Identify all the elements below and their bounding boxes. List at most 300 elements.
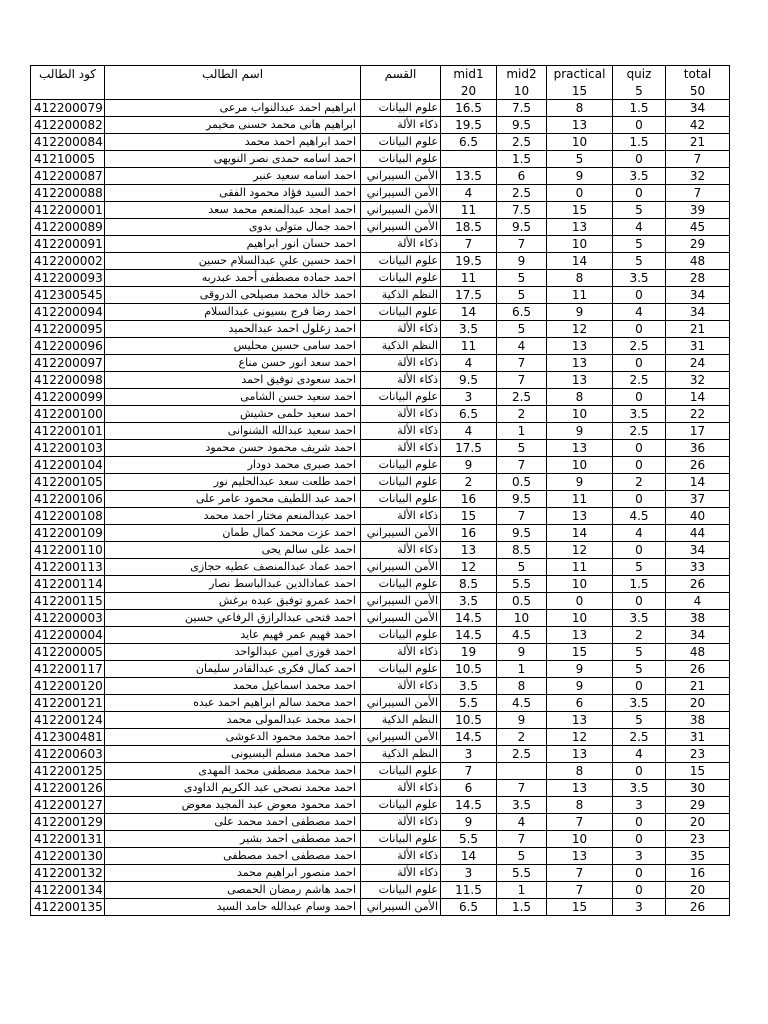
total-cell: 45 [666, 219, 730, 236]
table-row [31, 236, 730, 253]
total-cell: 34 [666, 100, 730, 117]
mid2-cell: 1 [497, 661, 547, 678]
mid1-cell: 11 [441, 202, 497, 219]
total-cell: 34 [666, 627, 730, 644]
quiz-cell: 0 [613, 831, 666, 848]
practical-cell: 13 [547, 746, 613, 763]
quiz-cell: 4 [613, 219, 666, 236]
practical-cell: 11 [547, 559, 613, 576]
mid2-cell: 0.5 [497, 593, 547, 610]
student-name-cell: احمد سعودى توفيق احمد [105, 372, 361, 389]
total-cell: 28 [666, 270, 730, 287]
student-name-cell: احمد زغلول احمد عبدالحميد [105, 321, 361, 338]
student-name-cell: احمد فتحى عبدالرازق الرفاعي حسين [105, 610, 361, 627]
total-cell: 14 [666, 474, 730, 491]
department-cell: علوم البيانات [361, 576, 441, 593]
department-cell: علوم البيانات [361, 831, 441, 848]
mid2-cell: 5 [497, 270, 547, 287]
total-cell: 24 [666, 355, 730, 372]
practical-cell: 13 [547, 440, 613, 457]
student-name-cell: احمد رضا فرج بسيونى عبدالسلام [105, 304, 361, 321]
department-cell: الأمن السيبراني [361, 729, 441, 746]
student-code-cell: 412200124 [31, 712, 105, 729]
quiz-cell: 3.5 [613, 695, 666, 712]
student-code-cell: 412200005 [31, 644, 105, 661]
quiz-cell: 0 [613, 763, 666, 780]
practical-cell: 13 [547, 355, 613, 372]
table-row [31, 814, 730, 831]
table-row [31, 627, 730, 644]
department-cell: الأمن السيبراني [361, 185, 441, 202]
student-name-cell: احمد عماد عبدالمنصف عطيه حجازى [105, 559, 361, 576]
practical-cell: 9 [547, 304, 613, 321]
department-cell: الأمن السيبراني [361, 593, 441, 610]
mid1-cell: 3.5 [441, 678, 497, 695]
mid2-cell: 7 [497, 457, 547, 474]
practical-cell: 5 [547, 151, 613, 168]
mid1-cell: 12 [441, 559, 497, 576]
mid1-cell: 13 [441, 542, 497, 559]
table-row [31, 661, 730, 678]
student-name-cell: احمد فهيم عمر فهيم عايد [105, 627, 361, 644]
quiz-cell: 3.5 [613, 168, 666, 185]
student-code-cell: 412200099 [31, 389, 105, 406]
total-cell: 26 [666, 899, 730, 916]
header-quiz-max: 5 [613, 83, 666, 100]
student-code-cell: 412200603 [31, 746, 105, 763]
department-cell: علوم البيانات [361, 270, 441, 287]
total-cell: 26 [666, 576, 730, 593]
student-name-cell: احمد طلعت سعد عبدالحليم نور [105, 474, 361, 491]
mid2-cell: 4.5 [497, 627, 547, 644]
mid1-cell: 6.5 [441, 899, 497, 916]
quiz-cell: 5 [613, 559, 666, 576]
student-name-cell: احمد محمد مصطفى محمد المهدى [105, 763, 361, 780]
practical-cell: 13 [547, 372, 613, 389]
quiz-cell: 5 [613, 253, 666, 270]
practical-cell: 8 [547, 763, 613, 780]
student-name-cell: احمد منصور ابراهيم محمد [105, 865, 361, 882]
mid1-cell: 9 [441, 457, 497, 474]
student-code-cell: 412200113 [31, 559, 105, 576]
total-cell: 7 [666, 151, 730, 168]
student-code-cell: 412200082 [31, 117, 105, 134]
student-code-cell: 412200089 [31, 219, 105, 236]
student-name-cell: احمد محمد مسلم البسيونى [105, 746, 361, 763]
total-cell: 7 [666, 185, 730, 202]
table-row [31, 508, 730, 525]
student-code-cell: 412200101 [31, 423, 105, 440]
table-row [31, 372, 730, 389]
mid1-cell: 7 [441, 236, 497, 253]
table-row [31, 304, 730, 321]
practical-cell: 6 [547, 695, 613, 712]
student-code-cell: 412200115 [31, 593, 105, 610]
student-code-cell: 412200095 [31, 321, 105, 338]
table-row [31, 644, 730, 661]
student-code-cell: 412200120 [31, 678, 105, 695]
quiz-cell: 5 [613, 202, 666, 219]
student-code-cell: 412200097 [31, 355, 105, 372]
student-code-cell: 412200103 [31, 440, 105, 457]
total-cell: 38 [666, 712, 730, 729]
practical-cell: 13 [547, 508, 613, 525]
table-row [31, 542, 730, 559]
mid1-cell: 3 [441, 389, 497, 406]
student-name-cell: ابراهيم احمد عبدالنواب مرعى [105, 100, 361, 117]
department-cell: ذكاء الألة [361, 814, 441, 831]
quiz-cell: 2 [613, 627, 666, 644]
mid1-cell: 2 [441, 474, 497, 491]
student-name-cell: احمد امجد عبدالمنعم محمد سعد [105, 202, 361, 219]
practical-cell: 10 [547, 576, 613, 593]
grades-body [31, 100, 730, 916]
mid1-cell: 18.5 [441, 219, 497, 236]
table-row [31, 168, 730, 185]
total-cell: 17 [666, 423, 730, 440]
total-cell: 34 [666, 287, 730, 304]
total-cell: 22 [666, 406, 730, 423]
header-mid2-max: 10 [497, 83, 547, 100]
practical-cell: 8 [547, 100, 613, 117]
mid2-cell: 1.5 [497, 151, 547, 168]
student-code-cell: 412200096 [31, 338, 105, 355]
mid2-cell: 9.5 [497, 219, 547, 236]
student-code-cell: 412200093 [31, 270, 105, 287]
table-row [31, 440, 730, 457]
department-cell: النظم الذكية [361, 746, 441, 763]
header-practical-max: 15 [547, 83, 613, 100]
quiz-cell: 0 [613, 440, 666, 457]
mid2-cell: 2 [497, 729, 547, 746]
total-cell: 34 [666, 542, 730, 559]
header-total: total [666, 66, 730, 83]
student-name-cell: احمد عمادالدين عبدالباسط نصار [105, 576, 361, 593]
practical-cell: 0 [547, 593, 613, 610]
total-cell: 33 [666, 559, 730, 576]
practical-cell: 15 [547, 644, 613, 661]
practical-cell: 13 [547, 338, 613, 355]
practical-cell: 9 [547, 168, 613, 185]
total-cell: 42 [666, 117, 730, 134]
department-cell: علوم البيانات [361, 763, 441, 780]
student-name-cell: احمد سعيد حلمى حشيش [105, 406, 361, 423]
practical-cell: 7 [547, 865, 613, 882]
quiz-cell: 5 [613, 661, 666, 678]
student-code-cell: 412200003 [31, 610, 105, 627]
mid2-cell: 0.5 [497, 474, 547, 491]
total-cell: 48 [666, 644, 730, 661]
quiz-cell: 0 [613, 389, 666, 406]
student-name-cell: احمد سعيد عبدالله الشنوانى [105, 423, 361, 440]
mid1-cell: 16.5 [441, 100, 497, 117]
table-row [31, 185, 730, 202]
quiz-cell: 0 [613, 814, 666, 831]
practical-cell: 9 [547, 678, 613, 695]
quiz-cell: 3.5 [613, 406, 666, 423]
department-cell: علوم البيانات [361, 100, 441, 117]
student-name-cell: احمد محمد نصحى عبد الكريم الداودى [105, 780, 361, 797]
quiz-cell: 0 [613, 355, 666, 372]
department-cell: الأمن السيبراني [361, 525, 441, 542]
mid2-cell: 2.5 [497, 185, 547, 202]
student-code-cell: 412200098 [31, 372, 105, 389]
table-row [31, 355, 730, 372]
quiz-cell: 4 [613, 304, 666, 321]
mid1-cell: 3.5 [441, 593, 497, 610]
mid1-cell: 17.5 [441, 287, 497, 304]
student-code-cell: 412300545 [31, 287, 105, 304]
student-name-cell: احمد حماده مصطفى أحمد عبدربه [105, 270, 361, 287]
student-code-cell: 412200132 [31, 865, 105, 882]
mid1-cell: 5.5 [441, 831, 497, 848]
student-name-cell: احمد هاشم رمضان الحمصى [105, 882, 361, 899]
mid2-cell: 7 [497, 780, 547, 797]
student-code-cell: 412200129 [31, 814, 105, 831]
mid2-cell: 6.5 [497, 304, 547, 321]
header-department: القسم [361, 66, 441, 100]
practical-cell: 13 [547, 117, 613, 134]
table-row [31, 559, 730, 576]
mid1-cell: 16 [441, 525, 497, 542]
header-mid1-max: 20 [441, 83, 497, 100]
quiz-cell: 4.5 [613, 508, 666, 525]
mid2-cell: 9.5 [497, 525, 547, 542]
table-row [31, 576, 730, 593]
grades-table [30, 65, 730, 916]
quiz-cell: 3.5 [613, 780, 666, 797]
department-cell: ذكاء الألة [361, 117, 441, 134]
student-name-cell: احمد سامى حسين محليس [105, 338, 361, 355]
mid1-cell: 19.5 [441, 253, 497, 270]
table-row [31, 457, 730, 474]
department-cell: الأمن السيبراني [361, 202, 441, 219]
total-cell: 30 [666, 780, 730, 797]
mid2-cell: 5.5 [497, 865, 547, 882]
department-cell: الأمن السيبراني [361, 219, 441, 236]
table-row [31, 797, 730, 814]
practical-cell: 14 [547, 525, 613, 542]
mid2-cell: 5 [497, 321, 547, 338]
student-name-cell: احمد وسام عبدالله حامد السيد [105, 899, 361, 916]
department-cell: الأمن السيبراني [361, 559, 441, 576]
total-cell: 29 [666, 236, 730, 253]
student-code-cell: 412200094 [31, 304, 105, 321]
department-cell: ذكاء الألة [361, 321, 441, 338]
mid1-cell: 4 [441, 185, 497, 202]
student-name-cell: احمد محمود معوض عبد المجيد معوض [105, 797, 361, 814]
practical-cell: 13 [547, 627, 613, 644]
student-code-cell: 412200100 [31, 406, 105, 423]
student-code-cell: 412200106 [31, 491, 105, 508]
department-cell: ذكاء الألة [361, 236, 441, 253]
total-cell: 21 [666, 321, 730, 338]
student-code-cell: 412200131 [31, 831, 105, 848]
mid2-cell: 10 [497, 610, 547, 627]
quiz-cell: 2 [613, 474, 666, 491]
mid2-cell: 7 [497, 831, 547, 848]
department-cell: علوم البيانات [361, 253, 441, 270]
practical-cell: 12 [547, 321, 613, 338]
table-row [31, 338, 730, 355]
student-name-cell: احمد كمال فكرى عبدالقادر سليمان [105, 661, 361, 678]
department-cell: ذكاء الألة [361, 423, 441, 440]
quiz-cell: 0 [613, 542, 666, 559]
mid2-cell: 7 [497, 355, 547, 372]
student-code-cell: 412200134 [31, 882, 105, 899]
mid2-cell: 9 [497, 644, 547, 661]
quiz-cell: 0 [613, 593, 666, 610]
practical-cell: 13 [547, 219, 613, 236]
practical-cell: 10 [547, 134, 613, 151]
department-cell: ذكاء الألة [361, 542, 441, 559]
practical-cell: 10 [547, 610, 613, 627]
total-cell: 23 [666, 831, 730, 848]
student-code-cell: 412200126 [31, 780, 105, 797]
quiz-cell: 2.5 [613, 423, 666, 440]
mid2-cell: 2.5 [497, 134, 547, 151]
quiz-cell: 0 [613, 117, 666, 134]
total-cell: 44 [666, 525, 730, 542]
student-name-cell: احمد صبرى محمد دودار [105, 457, 361, 474]
student-code-cell: 412200079 [31, 100, 105, 117]
quiz-cell: 2.5 [613, 372, 666, 389]
student-name-cell: احمد شريف محمود حسن محمود [105, 440, 361, 457]
practical-cell: 10 [547, 831, 613, 848]
mid2-cell: 3.5 [497, 797, 547, 814]
mid1-cell: 5.5 [441, 695, 497, 712]
total-cell: 16 [666, 865, 730, 882]
student-name-cell: احمد عبد اللطيف محمود عامر على [105, 491, 361, 508]
mid1-cell: 13.5 [441, 168, 497, 185]
total-cell: 14 [666, 389, 730, 406]
table-row [31, 712, 730, 729]
practical-cell: 9 [547, 661, 613, 678]
total-cell: 20 [666, 814, 730, 831]
header-quiz: quiz [613, 66, 666, 83]
student-code-cell: 412200105 [31, 474, 105, 491]
total-cell: 21 [666, 134, 730, 151]
practical-cell: 8 [547, 797, 613, 814]
student-code-cell: 412200087 [31, 168, 105, 185]
student-name-cell: احمد عزت محمد كمال طمان [105, 525, 361, 542]
department-cell: ذكاء الألة [361, 780, 441, 797]
table-row [31, 593, 730, 610]
student-name-cell: احمد سعد انور حسن مناع [105, 355, 361, 372]
total-cell: 36 [666, 440, 730, 457]
practical-cell: 8 [547, 389, 613, 406]
mid1-cell [441, 151, 497, 168]
mid1-cell: 3 [441, 865, 497, 882]
student-code-cell: 412200110 [31, 542, 105, 559]
table-row [31, 287, 730, 304]
practical-cell: 9 [547, 423, 613, 440]
mid1-cell: 6.5 [441, 406, 497, 423]
practical-cell: 13 [547, 780, 613, 797]
department-cell: الأمن السيبراني [361, 168, 441, 185]
total-cell: 29 [666, 797, 730, 814]
mid2-cell: 4.5 [497, 695, 547, 712]
practical-cell: 15 [547, 899, 613, 916]
quiz-cell: 5 [613, 712, 666, 729]
mid2-cell: 5 [497, 440, 547, 457]
total-cell: 23 [666, 746, 730, 763]
practical-cell: 12 [547, 542, 613, 559]
practical-cell: 14 [547, 253, 613, 270]
department-cell: علوم البيانات [361, 882, 441, 899]
student-code-cell: 412200114 [31, 576, 105, 593]
total-cell: 34 [666, 304, 730, 321]
practical-cell: 10 [547, 236, 613, 253]
header-mid2: mid2 [497, 66, 547, 83]
department-cell: النظم الذكية [361, 287, 441, 304]
mid1-cell: 11 [441, 338, 497, 355]
table-row [31, 763, 730, 780]
mid2-cell: 8.5 [497, 542, 547, 559]
practical-cell: 0 [547, 185, 613, 202]
header-total-max: 50 [666, 83, 730, 100]
student-name-cell: احمد اسامه سعيد عنبر [105, 168, 361, 185]
student-name-cell: احمد خالد محمد مصيلحى الدروقى [105, 287, 361, 304]
quiz-cell: 0 [613, 678, 666, 695]
mid1-cell: 3 [441, 746, 497, 763]
practical-cell: 9 [547, 474, 613, 491]
department-cell: ذكاء الألة [361, 440, 441, 457]
quiz-cell: 0 [613, 287, 666, 304]
table-row [31, 831, 730, 848]
total-cell: 4 [666, 593, 730, 610]
table-row [31, 780, 730, 797]
department-cell: علوم البيانات [361, 627, 441, 644]
table-row [31, 610, 730, 627]
total-cell: 26 [666, 661, 730, 678]
department-cell: ذكاء الألة [361, 406, 441, 423]
department-cell: ذكاء الألة [361, 848, 441, 865]
mid2-cell: 1.5 [497, 899, 547, 916]
student-code-cell: 412200004 [31, 627, 105, 644]
student-code-cell: 412200117 [31, 661, 105, 678]
mid1-cell: 10.5 [441, 712, 497, 729]
mid2-cell: 2.5 [497, 389, 547, 406]
total-cell: 32 [666, 372, 730, 389]
student-name-cell: احمد مصطفى احمد مصطفى [105, 848, 361, 865]
student-name-cell: احمد محمد سالم ابراهيم احمد عبده [105, 695, 361, 712]
student-code-cell: 412200130 [31, 848, 105, 865]
quiz-cell: 5 [613, 236, 666, 253]
total-cell: 38 [666, 610, 730, 627]
student-name-cell: احمد محمد اسماعيل محمد [105, 678, 361, 695]
mid2-cell: 2.5 [497, 746, 547, 763]
header-practical: practical [547, 66, 613, 83]
table-row [31, 100, 730, 117]
student-name-cell: احمد اسامه حمدى نصر النويهى [105, 151, 361, 168]
department-cell: علوم البيانات [361, 797, 441, 814]
student-name-cell: احمد عمرو توفيق عبده برغش [105, 593, 361, 610]
total-cell: 37 [666, 491, 730, 508]
table-row [31, 695, 730, 712]
mid2-cell: 6 [497, 168, 547, 185]
mid1-cell: 3.5 [441, 321, 497, 338]
table-row [31, 423, 730, 440]
department-cell: علوم البيانات [361, 457, 441, 474]
table-row [31, 746, 730, 763]
mid2-cell: 5 [497, 848, 547, 865]
mid2-cell: 5 [497, 287, 547, 304]
practical-cell: 10 [547, 406, 613, 423]
department-cell: ذكاء الألة [361, 865, 441, 882]
practical-cell: 7 [547, 882, 613, 899]
mid1-cell: 19 [441, 644, 497, 661]
